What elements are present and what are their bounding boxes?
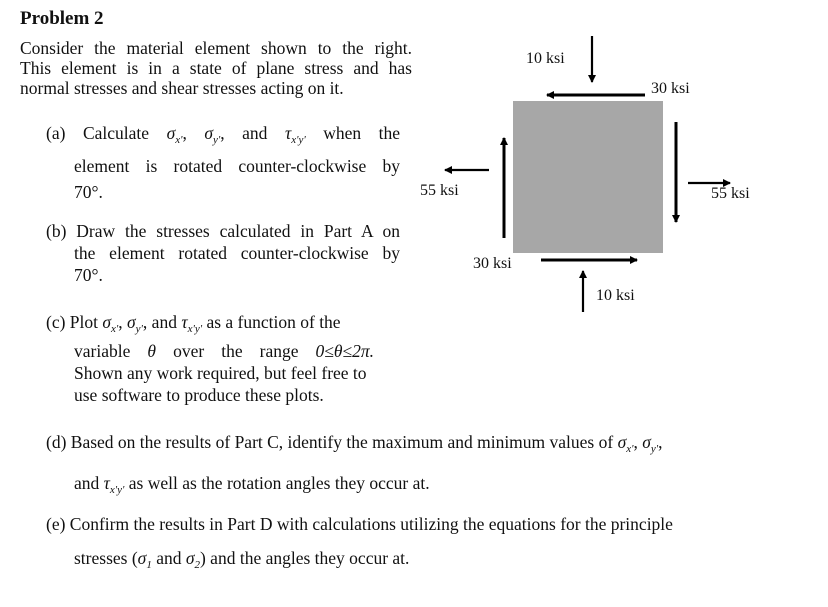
sigma-y-subscript: y' (650, 443, 659, 455)
comma: , (658, 432, 663, 452)
range-words: over the range (173, 341, 299, 361)
part-a-tail: when the (323, 123, 401, 143)
intro-line-3: normal stresses and shear stresses acting on it. (20, 78, 344, 98)
tau-symbol: τ (103, 473, 110, 493)
left-normal-label: 55 ksi (420, 182, 459, 199)
and-word: , and (220, 123, 268, 143)
tau-subscript: x'y' (109, 484, 125, 496)
part-a-prefix: (a) Calculate (46, 123, 150, 143)
tau-subscript: x'y' (187, 323, 203, 335)
sigma-y-symbol: σ (204, 123, 213, 143)
theta-range: 0≤θ≤2π. (315, 341, 374, 361)
part-e-tail: ) and the angles they occur at. (199, 548, 410, 568)
right-normal-label: 55 ksi (711, 185, 750, 202)
part-c-line-3: Shown any work required, but feel free to (74, 363, 367, 383)
stresses-word: stresses ( (74, 548, 138, 568)
sigma-x-symbol: σ (166, 123, 176, 143)
sigma-x-subscript: x' (175, 134, 183, 146)
top-normal-label: 10 ksi (526, 50, 565, 67)
intro-line-2: This element is in a state of plane stress and has (20, 58, 412, 78)
sigma-x-symbol: σ (617, 432, 627, 452)
sigma-y-symbol: σ (127, 312, 136, 332)
part-e-line-1: (e) Confirm the results in Part D with calculations utilizing the equations for the principle (46, 514, 673, 534)
sigma-y-symbol: σ (642, 432, 651, 452)
sigma-1-symbol: σ (137, 548, 147, 568)
sigma-2-subscript: 2 (194, 559, 200, 571)
part-a-line-2: element is rotated counter-clockwise by (74, 156, 400, 176)
sigma-y-subscript: y' (213, 134, 221, 146)
theta-symbol: θ (147, 341, 157, 361)
tau-symbol: τ (284, 123, 292, 143)
and-word: and (156, 548, 182, 568)
part-c-line-4: use software to produce these plots. (74, 385, 324, 405)
sigma-2-symbol: σ (185, 548, 195, 568)
sigma-x-symbol: σ (102, 312, 112, 332)
stress-element (513, 101, 663, 253)
problem-title: Problem 2 (20, 8, 104, 29)
top-shear-label: 30 ksi (651, 80, 690, 97)
comma: , (633, 432, 638, 452)
sigma-x-subscript: x' (111, 323, 119, 335)
tau-subscript: x'y' (291, 134, 306, 146)
part-b-line-2: the element rotated counter-clockwise by (74, 243, 400, 263)
comma: , (182, 123, 187, 143)
sigma-1-subscript: 1 (146, 559, 152, 571)
part-b-line-1: (b) Draw the stresses calculated in Part A on (46, 221, 400, 241)
tau-symbol: τ (181, 312, 188, 332)
variable-word: variable (74, 341, 131, 361)
part-c-prefix: (c) Plot (46, 312, 99, 332)
sigma-x-subscript: x' (626, 443, 634, 455)
part-b-line-3: 70°. (74, 265, 103, 285)
part-d-text: (d) Based on the results of Part C, identify the maximum and minimum values of (46, 432, 614, 452)
comma: , (118, 312, 123, 332)
part-a-line-3: 70°. (74, 182, 103, 202)
bottom-shear-label: 30 ksi (473, 255, 512, 272)
bottom-normal-label: 10 ksi (596, 287, 635, 304)
and-word: and (74, 473, 100, 493)
part-d-tail: as well as the rotation angles they occur at. (128, 473, 430, 493)
sigma-y-subscript: y' (135, 323, 143, 335)
intro-line-1: Consider the material element shown to the right. (20, 38, 412, 58)
part-c-tail: as a function of the (206, 312, 341, 332)
and-word: , and (142, 312, 177, 332)
